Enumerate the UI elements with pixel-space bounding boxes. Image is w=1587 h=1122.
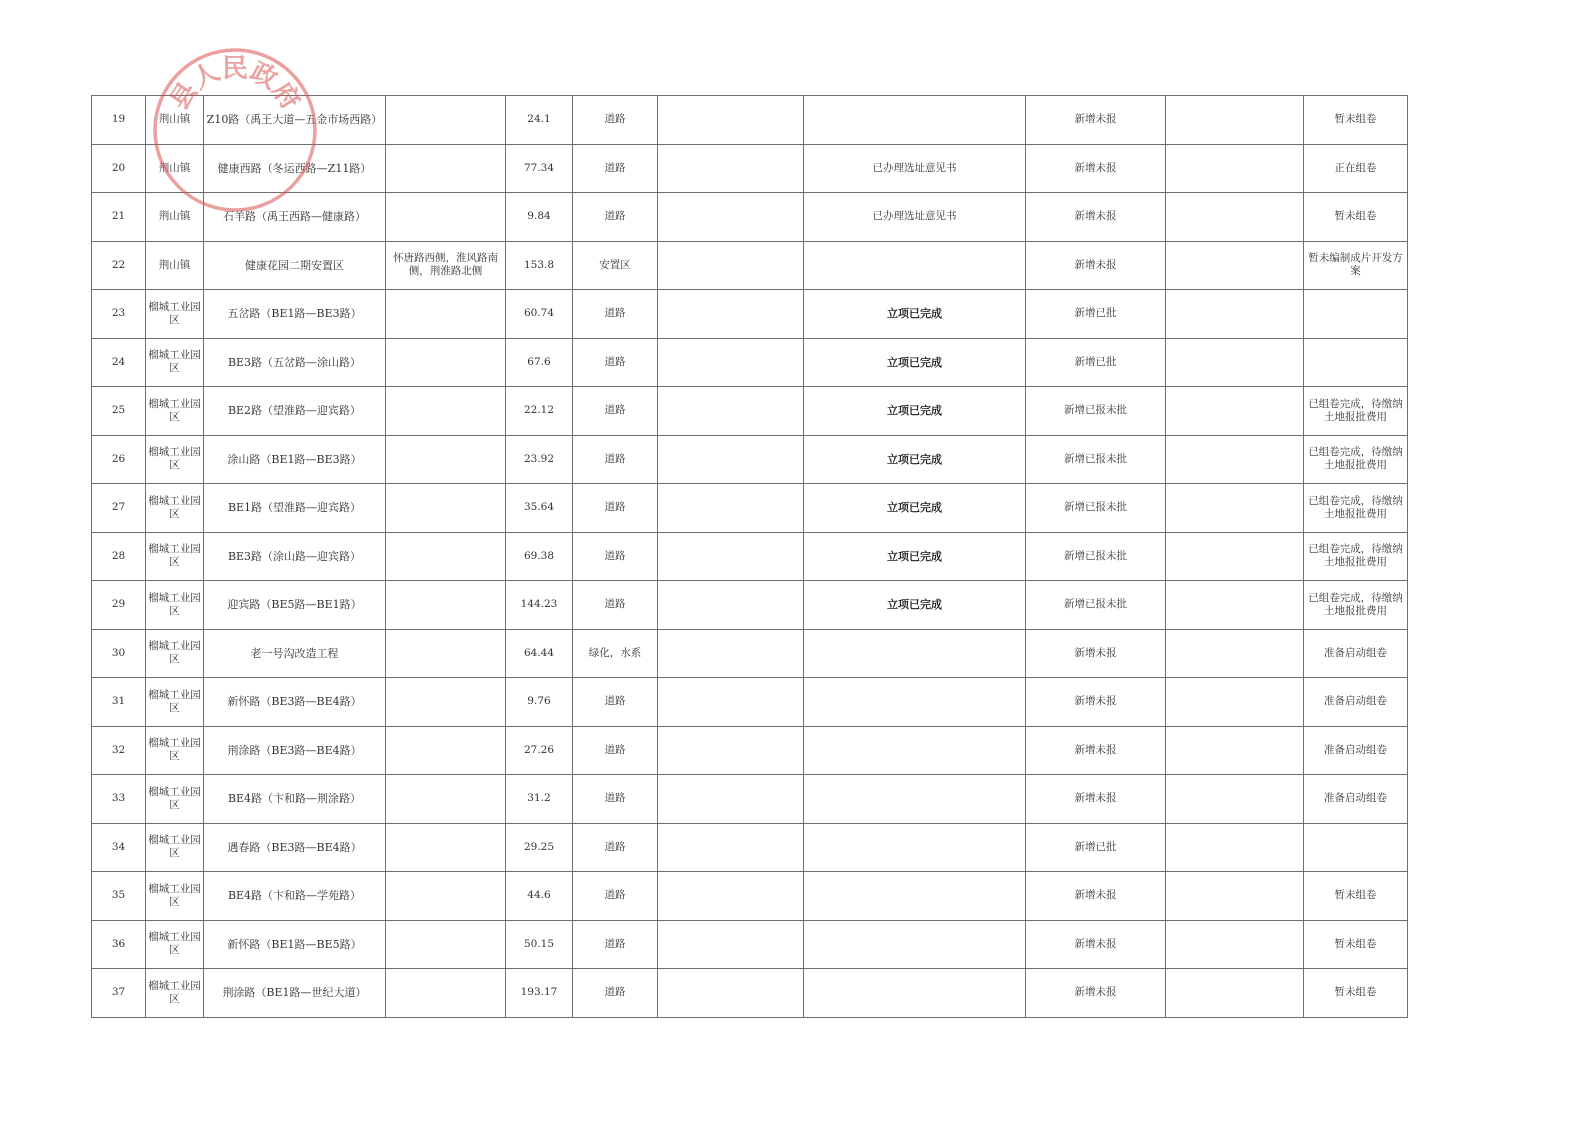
blank-cell bbox=[658, 484, 804, 533]
project-name-cell: BE2路（望淮路—迎宾路） bbox=[204, 387, 386, 436]
table-row bbox=[92, 581, 1408, 630]
progress-cell bbox=[1304, 290, 1408, 339]
project-name-cell: 健康西路（冬运西路—Z11路） bbox=[204, 144, 386, 193]
table-row bbox=[92, 920, 1408, 969]
planning-status-cell: 立项已完成 bbox=[804, 387, 1026, 436]
town-cell: 榴城工业园区 bbox=[146, 920, 204, 969]
use-cell: 道路 bbox=[573, 872, 658, 921]
area-cell: 23.92 bbox=[506, 435, 573, 484]
location-cell bbox=[386, 387, 506, 436]
progress-cell: 已组卷完成，待缴纳土地报批费用 bbox=[1304, 484, 1408, 533]
blank-cell bbox=[1166, 678, 1304, 727]
approval-status-cell: 新增已报未批 bbox=[1026, 581, 1166, 630]
use-cell: 道路 bbox=[573, 290, 658, 339]
row-number-cell: 31 bbox=[92, 678, 146, 727]
planning-status-cell: 立项已完成 bbox=[804, 581, 1026, 630]
use-cell: 道路 bbox=[573, 920, 658, 969]
use-cell: 安置区 bbox=[573, 241, 658, 290]
blank-cell bbox=[1166, 435, 1304, 484]
location-cell bbox=[386, 96, 506, 145]
location-cell bbox=[386, 872, 506, 921]
approval-status-cell: 新增未报 bbox=[1026, 241, 1166, 290]
location-cell bbox=[386, 678, 506, 727]
planning-status-cell: 立项已完成 bbox=[804, 435, 1026, 484]
progress-cell: 暂未组卷 bbox=[1304, 969, 1408, 1018]
row-number-cell: 24 bbox=[92, 338, 146, 387]
blank-cell bbox=[658, 144, 804, 193]
blank-cell bbox=[1166, 484, 1304, 533]
project-name-cell: 新怀路（BE3路—BE4路） bbox=[204, 678, 386, 727]
planning-status-cell bbox=[804, 920, 1026, 969]
project-name-cell: BE4路（卞和路—荆涂路） bbox=[204, 775, 386, 824]
project-name-cell: BE3路（五岔路—涂山路） bbox=[204, 338, 386, 387]
area-cell: 29.25 bbox=[506, 823, 573, 872]
row-number-cell: 28 bbox=[92, 532, 146, 581]
town-cell: 榴城工业园区 bbox=[146, 775, 204, 824]
use-cell: 道路 bbox=[573, 532, 658, 581]
area-cell: 67.6 bbox=[506, 338, 573, 387]
progress-cell: 已组卷完成，待缴纳土地报批费用 bbox=[1304, 532, 1408, 581]
use-cell: 道路 bbox=[573, 96, 658, 145]
town-cell: 榴城工业园区 bbox=[146, 290, 204, 339]
progress-cell: 暂未组卷 bbox=[1304, 920, 1408, 969]
use-cell: 道路 bbox=[573, 678, 658, 727]
project-name-cell: 五岔路（BE1路—BE3路） bbox=[204, 290, 386, 339]
project-name-cell: BE4路（卞和路—学苑路） bbox=[204, 872, 386, 921]
table-row bbox=[92, 290, 1408, 339]
approval-status-cell: 新增未报 bbox=[1026, 726, 1166, 775]
location-cell bbox=[386, 532, 506, 581]
table-row bbox=[92, 193, 1408, 242]
row-number-cell: 32 bbox=[92, 726, 146, 775]
area-cell: 9.76 bbox=[506, 678, 573, 727]
blank-cell bbox=[1166, 193, 1304, 242]
row-number-cell: 23 bbox=[92, 290, 146, 339]
blank-cell bbox=[1166, 96, 1304, 145]
town-cell: 榴城工业园区 bbox=[146, 726, 204, 775]
project-name-cell: BE3路（涂山路—迎宾路） bbox=[204, 532, 386, 581]
location-cell bbox=[386, 629, 506, 678]
area-cell: 60.74 bbox=[506, 290, 573, 339]
town-cell: 荆山镇 bbox=[146, 96, 204, 145]
area-cell: 69.38 bbox=[506, 532, 573, 581]
blank-cell bbox=[658, 872, 804, 921]
blank-cell bbox=[1166, 823, 1304, 872]
row-number-cell: 21 bbox=[92, 193, 146, 242]
approval-status-cell: 新增未报 bbox=[1026, 920, 1166, 969]
project-name-cell: Z10路（禹王大道—五金市场西路） bbox=[204, 96, 386, 145]
location-cell bbox=[386, 920, 506, 969]
town-cell: 榴城工业园区 bbox=[146, 484, 204, 533]
table-row bbox=[92, 144, 1408, 193]
row-number-cell: 19 bbox=[92, 96, 146, 145]
use-cell: 道路 bbox=[573, 484, 658, 533]
blank-cell bbox=[658, 775, 804, 824]
progress-cell bbox=[1304, 338, 1408, 387]
row-number-cell: 36 bbox=[92, 920, 146, 969]
progress-cell: 准备启动组卷 bbox=[1304, 629, 1408, 678]
use-cell: 道路 bbox=[573, 435, 658, 484]
use-cell: 道路 bbox=[573, 581, 658, 630]
area-cell: 153.8 bbox=[506, 241, 573, 290]
project-name-cell: 荆涂路（BE3路—BE4路） bbox=[204, 726, 386, 775]
project-name-cell: 健康花园二期安置区 bbox=[204, 241, 386, 290]
planning-status-cell: 已办理选址意见书 bbox=[804, 144, 1026, 193]
town-cell: 榴城工业园区 bbox=[146, 581, 204, 630]
row-number-cell: 37 bbox=[92, 969, 146, 1018]
blank-cell bbox=[1166, 969, 1304, 1018]
table-row bbox=[92, 532, 1408, 581]
blank-cell bbox=[658, 241, 804, 290]
blank-cell bbox=[1166, 775, 1304, 824]
progress-cell: 暂未组卷 bbox=[1304, 96, 1408, 145]
use-cell: 道路 bbox=[573, 775, 658, 824]
area-cell: 24.1 bbox=[506, 96, 573, 145]
table-row bbox=[92, 241, 1408, 290]
project-table bbox=[91, 95, 1408, 1018]
blank-cell bbox=[1166, 920, 1304, 969]
project-name-cell: 老一号沟改造工程 bbox=[204, 629, 386, 678]
area-cell: 64.44 bbox=[506, 629, 573, 678]
project-name-cell: BE1路（望淮路—迎宾路） bbox=[204, 484, 386, 533]
planning-status-cell bbox=[804, 96, 1026, 145]
location-cell bbox=[386, 290, 506, 339]
use-cell: 道路 bbox=[573, 726, 658, 775]
approval-status-cell: 新增未报 bbox=[1026, 96, 1166, 145]
approval-status-cell: 新增未报 bbox=[1026, 678, 1166, 727]
blank-cell bbox=[1166, 872, 1304, 921]
approval-status-cell: 新增未报 bbox=[1026, 144, 1166, 193]
project-name-cell: 荆涂路（BE1路—世纪大道） bbox=[204, 969, 386, 1018]
town-cell: 榴城工业园区 bbox=[146, 872, 204, 921]
approval-status-cell: 新增已批 bbox=[1026, 290, 1166, 339]
town-cell: 榴城工业园区 bbox=[146, 823, 204, 872]
location-cell bbox=[386, 435, 506, 484]
planning-status-cell: 立项已完成 bbox=[804, 532, 1026, 581]
blank-cell bbox=[1166, 290, 1304, 339]
area-cell: 77.34 bbox=[506, 144, 573, 193]
table-row bbox=[92, 678, 1408, 727]
area-cell: 27.26 bbox=[506, 726, 573, 775]
area-cell: 31.2 bbox=[506, 775, 573, 824]
table-row bbox=[92, 96, 1408, 145]
use-cell: 道路 bbox=[573, 387, 658, 436]
area-cell: 50.15 bbox=[506, 920, 573, 969]
project-name-cell: 新怀路（BE1路—BE5路） bbox=[204, 920, 386, 969]
blank-cell bbox=[1166, 387, 1304, 436]
town-cell: 榴城工业园区 bbox=[146, 678, 204, 727]
table-row bbox=[92, 775, 1408, 824]
table-row bbox=[92, 969, 1408, 1018]
row-number-cell: 30 bbox=[92, 629, 146, 678]
table-row bbox=[92, 435, 1408, 484]
progress-cell bbox=[1304, 823, 1408, 872]
row-number-cell: 25 bbox=[92, 387, 146, 436]
row-number-cell: 20 bbox=[92, 144, 146, 193]
town-cell: 榴城工业园区 bbox=[146, 338, 204, 387]
blank-cell bbox=[658, 193, 804, 242]
town-cell: 榴城工业园区 bbox=[146, 532, 204, 581]
blank-cell bbox=[658, 338, 804, 387]
town-cell: 榴城工业园区 bbox=[146, 435, 204, 484]
approval-status-cell: 新增已报未批 bbox=[1026, 435, 1166, 484]
planning-status-cell: 已办理选址意见书 bbox=[804, 193, 1026, 242]
area-cell: 35.64 bbox=[506, 484, 573, 533]
location-cell bbox=[386, 338, 506, 387]
approval-status-cell: 新增已批 bbox=[1026, 823, 1166, 872]
use-cell: 绿化，水系 bbox=[573, 629, 658, 678]
location-cell bbox=[386, 726, 506, 775]
area-cell: 44.6 bbox=[506, 872, 573, 921]
location-cell bbox=[386, 581, 506, 630]
table-row bbox=[92, 726, 1408, 775]
row-number-cell: 27 bbox=[92, 484, 146, 533]
row-number-cell: 35 bbox=[92, 872, 146, 921]
planning-status-cell bbox=[804, 969, 1026, 1018]
row-number-cell: 22 bbox=[92, 241, 146, 290]
town-cell: 荆山镇 bbox=[146, 241, 204, 290]
planning-status-cell bbox=[804, 872, 1026, 921]
approval-status-cell: 新增未报 bbox=[1026, 969, 1166, 1018]
progress-cell: 准备启动组卷 bbox=[1304, 678, 1408, 727]
area-cell: 144.23 bbox=[506, 581, 573, 630]
project-name-cell: 遇春路（BE3路—BE4路） bbox=[204, 823, 386, 872]
location-cell bbox=[386, 144, 506, 193]
blank-cell bbox=[658, 823, 804, 872]
blank-cell bbox=[1166, 144, 1304, 193]
progress-cell: 已组卷完成，待缴纳土地报批费用 bbox=[1304, 581, 1408, 630]
progress-cell: 暂未编制成片开发方案 bbox=[1304, 241, 1408, 290]
planning-status-cell: 立项已完成 bbox=[804, 290, 1026, 339]
seal-text: 县人民政府 bbox=[164, 54, 306, 116]
location-cell bbox=[386, 823, 506, 872]
blank-cell bbox=[1166, 581, 1304, 630]
blank-cell bbox=[658, 726, 804, 775]
blank-cell bbox=[1166, 338, 1304, 387]
location-cell bbox=[386, 193, 506, 242]
progress-cell: 正在组卷 bbox=[1304, 144, 1408, 193]
progress-cell: 准备启动组卷 bbox=[1304, 726, 1408, 775]
blank-cell bbox=[1166, 532, 1304, 581]
table-row bbox=[92, 387, 1408, 436]
table-row bbox=[92, 823, 1408, 872]
blank-cell bbox=[658, 629, 804, 678]
approval-status-cell: 新增已报未批 bbox=[1026, 484, 1166, 533]
approval-status-cell: 新增未报 bbox=[1026, 872, 1166, 921]
area-cell: 22.12 bbox=[506, 387, 573, 436]
row-number-cell: 33 bbox=[92, 775, 146, 824]
town-cell: 荆山镇 bbox=[146, 144, 204, 193]
planning-status-cell: 立项已完成 bbox=[804, 338, 1026, 387]
planning-status-cell bbox=[804, 629, 1026, 678]
town-cell: 荆山镇 bbox=[146, 193, 204, 242]
blank-cell bbox=[658, 969, 804, 1018]
row-number-cell: 26 bbox=[92, 435, 146, 484]
row-number-cell: 34 bbox=[92, 823, 146, 872]
use-cell: 道路 bbox=[573, 338, 658, 387]
project-name-cell: 石羊路（禹王西路—健康路） bbox=[204, 193, 386, 242]
town-cell: 榴城工业园区 bbox=[146, 969, 204, 1018]
use-cell: 道路 bbox=[573, 144, 658, 193]
planning-status-cell bbox=[804, 241, 1026, 290]
town-cell: 榴城工业园区 bbox=[146, 387, 204, 436]
project-name-cell: 迎宾路（BE5路—BE1路） bbox=[204, 581, 386, 630]
blank-cell bbox=[658, 581, 804, 630]
approval-status-cell: 新增未报 bbox=[1026, 629, 1166, 678]
table-row bbox=[92, 872, 1408, 921]
use-cell: 道路 bbox=[573, 193, 658, 242]
use-cell: 道路 bbox=[573, 823, 658, 872]
table-row bbox=[92, 629, 1408, 678]
table-row bbox=[92, 338, 1408, 387]
progress-cell: 暂未组卷 bbox=[1304, 872, 1408, 921]
planning-status-cell bbox=[804, 775, 1026, 824]
blank-cell bbox=[658, 532, 804, 581]
area-cell: 193.17 bbox=[506, 969, 573, 1018]
blank-cell bbox=[658, 678, 804, 727]
location-cell bbox=[386, 775, 506, 824]
area-cell: 9.84 bbox=[506, 193, 573, 242]
row-number-cell: 29 bbox=[92, 581, 146, 630]
blank-cell bbox=[658, 96, 804, 145]
progress-cell: 准备启动组卷 bbox=[1304, 775, 1408, 824]
progress-cell: 已组卷完成，待缴纳土地报批费用 bbox=[1304, 435, 1408, 484]
approval-status-cell: 新增未报 bbox=[1026, 775, 1166, 824]
town-cell: 榴城工业园区 bbox=[146, 629, 204, 678]
planning-status-cell bbox=[804, 823, 1026, 872]
approval-status-cell: 新增已批 bbox=[1026, 338, 1166, 387]
blank-cell bbox=[658, 435, 804, 484]
approval-status-cell: 新增已报未批 bbox=[1026, 532, 1166, 581]
approval-status-cell: 新增已报未批 bbox=[1026, 387, 1166, 436]
progress-cell: 已组卷完成，待缴纳土地报批费用 bbox=[1304, 387, 1408, 436]
project-name-cell: 涂山路（BE1路—BE3路） bbox=[204, 435, 386, 484]
blank-cell bbox=[1166, 726, 1304, 775]
planning-status-cell bbox=[804, 726, 1026, 775]
location-cell bbox=[386, 969, 506, 1018]
location-cell: 怀唐路西侧，淮风路南侧，荆淮路北侧 bbox=[386, 241, 506, 290]
blank-cell bbox=[658, 387, 804, 436]
planning-status-cell bbox=[804, 678, 1026, 727]
blank-cell bbox=[658, 290, 804, 339]
blank-cell bbox=[658, 920, 804, 969]
table-row bbox=[92, 484, 1408, 533]
blank-cell bbox=[1166, 241, 1304, 290]
planning-status-cell: 立项已完成 bbox=[804, 484, 1026, 533]
blank-cell bbox=[1166, 629, 1304, 678]
use-cell: 道路 bbox=[573, 969, 658, 1018]
approval-status-cell: 新增未报 bbox=[1026, 193, 1166, 242]
progress-cell: 暂未组卷 bbox=[1304, 193, 1408, 242]
location-cell bbox=[386, 484, 506, 533]
